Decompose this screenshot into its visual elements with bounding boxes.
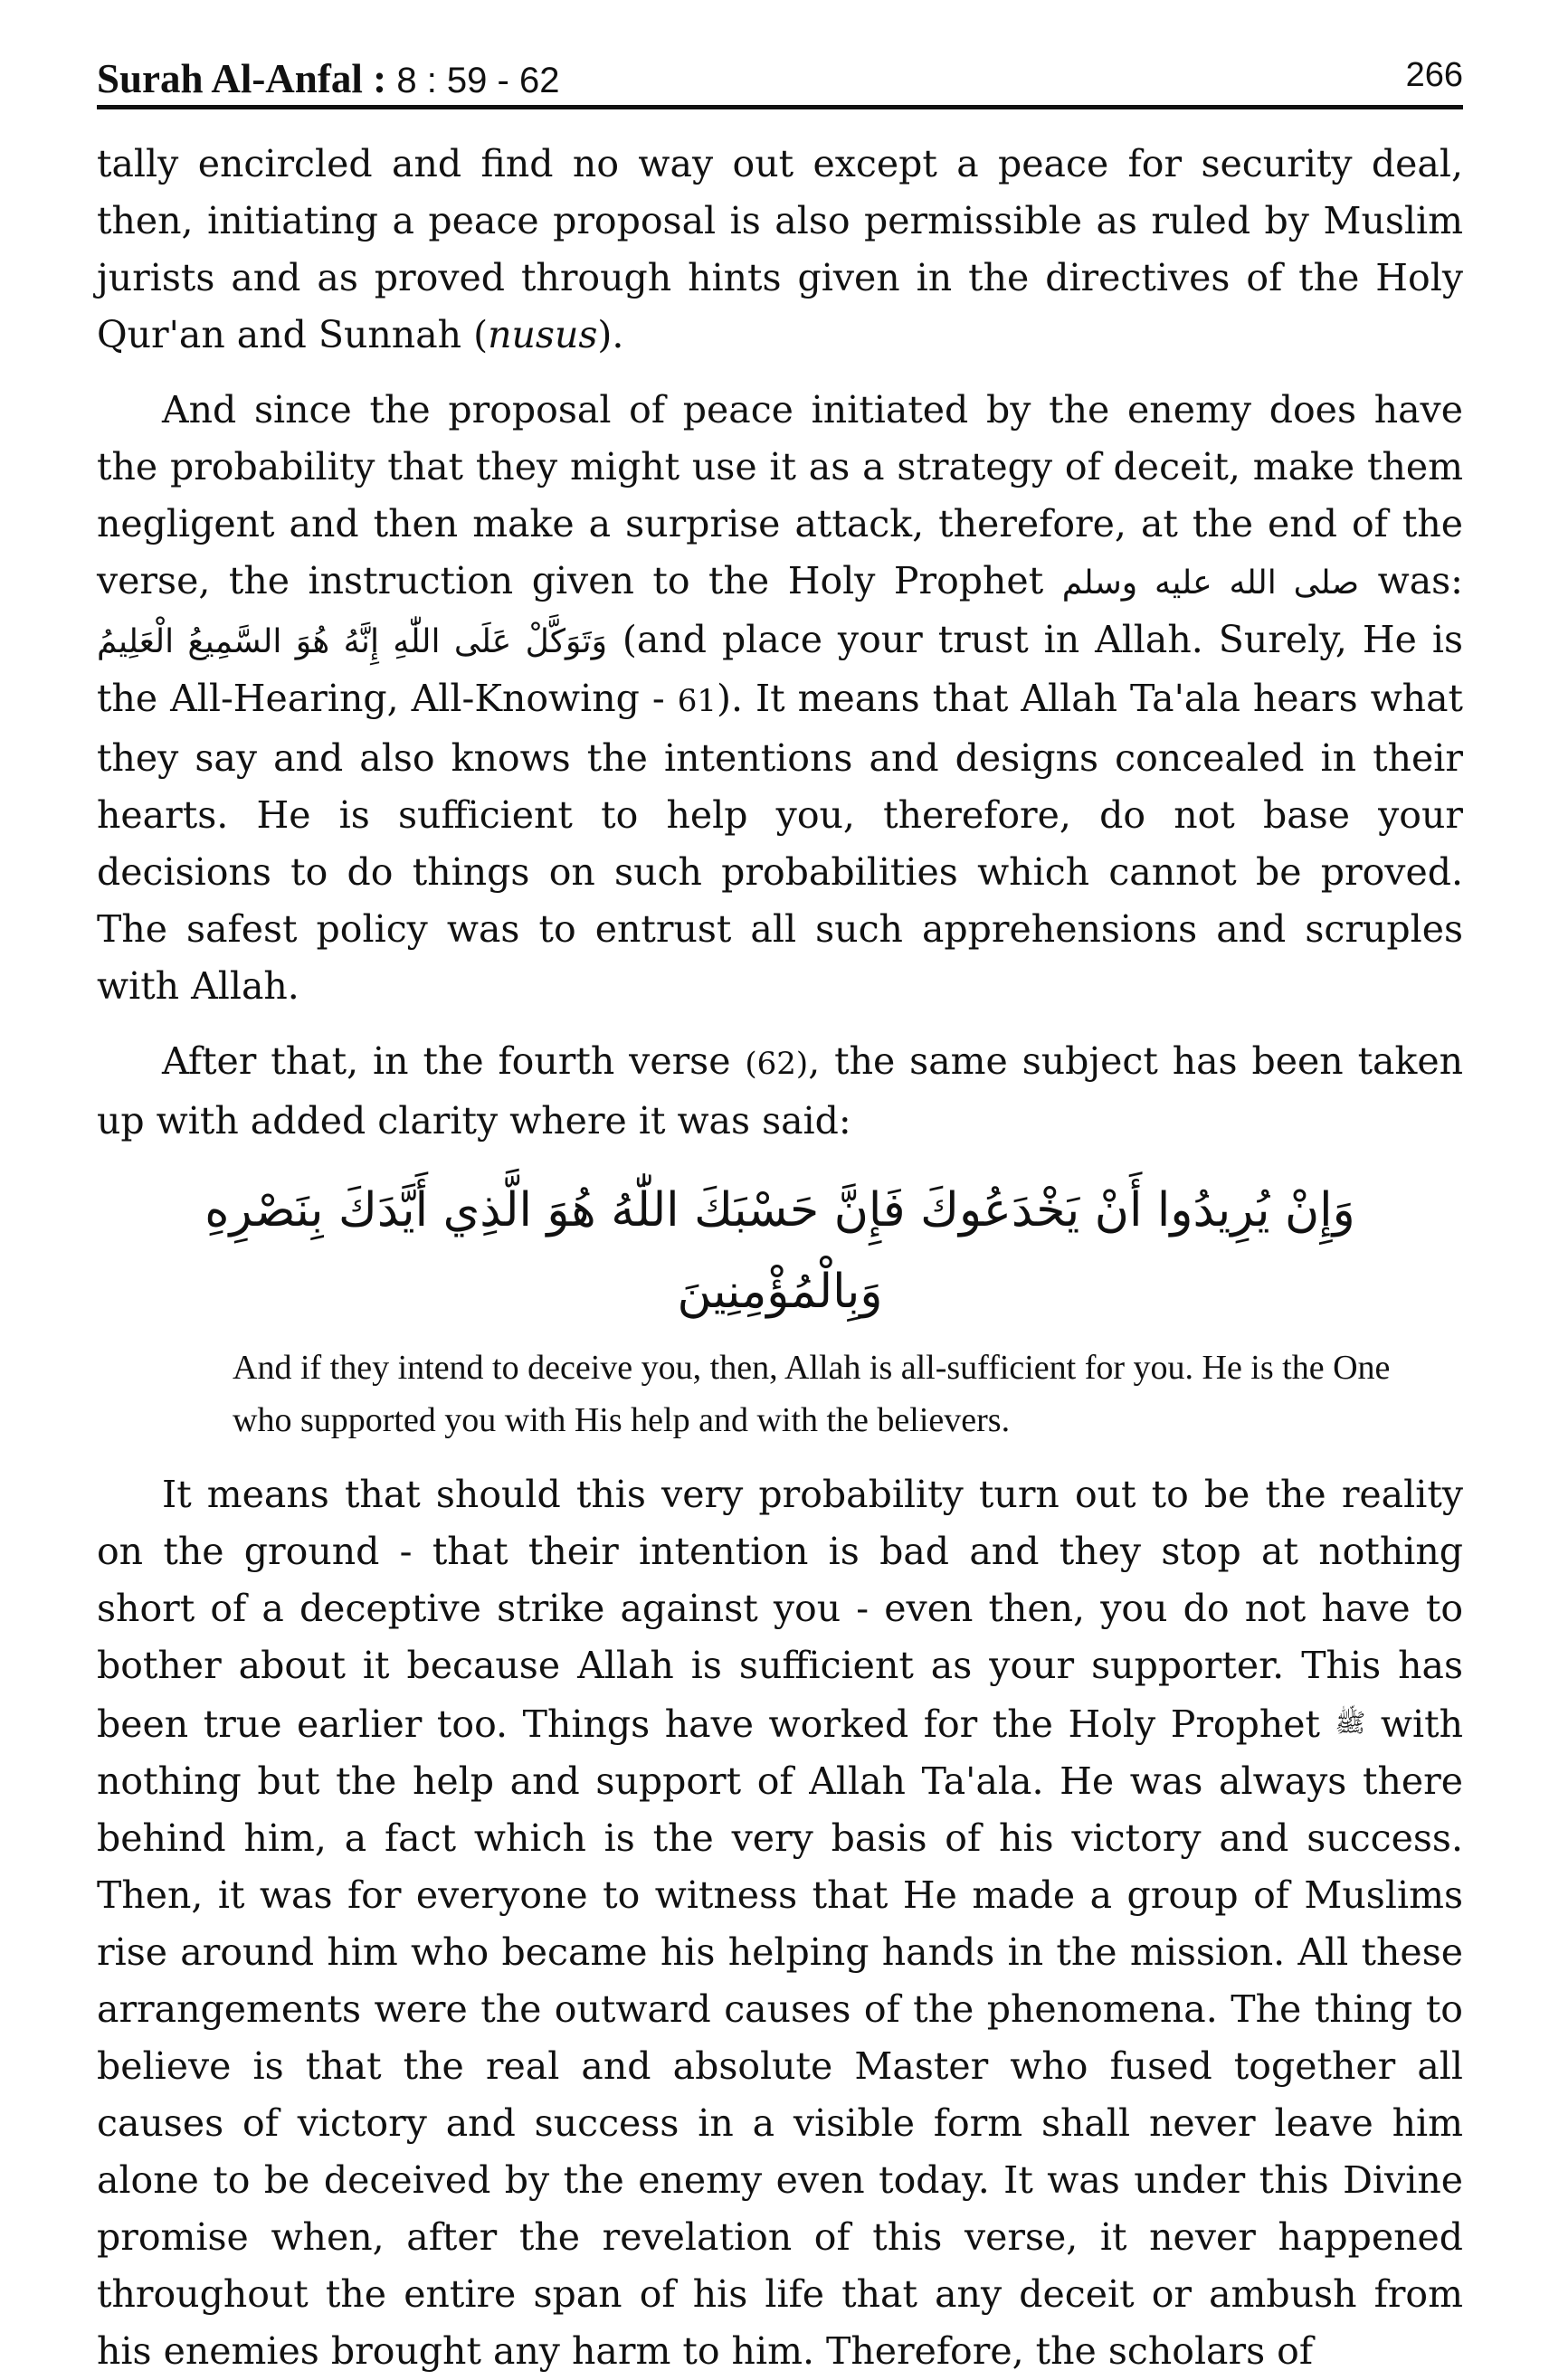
paragraph-2-text-d: ). It means that Allah Ta'ala hears what they say and also knows the intentions and designs concealed in their hearts. He is sufficient to help you, therefore, do not base your decisions to do things on such probabilities which cannot be proved. The safest policy was to entrust all such apprehensions and scruples with Allah.: [97, 677, 1463, 1008]
paragraph-1-text-b: ).: [597, 313, 624, 356]
running-head: [97, 56, 560, 101]
page-header: [97, 34, 1463, 109]
paragraph-1: [97, 136, 1463, 364]
paragraph-4-text-a: It means that should this very probability turn out to be the reality on the ground - that their intention is bad and they stop at nothing short of a deceptive strike against you - even then, you do not have to bother about it because Allah is sufficient as your supporter. This has been true earlier too. Things have worked for the Holy Prophet: [97, 1473, 1463, 1746]
paragraph-3: [97, 1033, 1463, 1150]
verse-62-arabic: وَإِنْ يُرِيدُوا أَنْ يَخْدَعُوكَ فَإِنَّ حَسْبَكَ اللّٰهُ هُوَ الَّذِي أَيَّدَكَ بِنَصْرِهِ وَبِالْمُؤْمِنِينَ: [204, 1183, 1355, 1319]
verse-62-translation: And if they intend to deceive you, then, Allah is all-sufficient for you. He is the One who supported you with His help and with the believers.: [233, 1349, 1391, 1439]
salutation-icon: ﷺ: [1335, 1708, 1366, 1738]
paragraph-2-text-a: And since the proposal of peace initiated by the enemy does have the probability that they might use it as a strategy of deceit, make them negligent and then make a surprise attack, therefore, at the end of the verse, the instruction given to the Holy Prophet: [97, 388, 1463, 602]
paragraph-2-text-b: was:: [1359, 559, 1463, 602]
verse-number-61: 61: [677, 683, 717, 719]
paragraph-4-text-b: with nothing but the help and support of Allah Ta'ala. He was always there behind him, a fact which is the very basis of his victory and success. Then, it was for everyone to witness that He made a group of Muslims rise around him who became his helping hands in the mission. All these arrangements were the outward causes of the phenomena. The thing to believe is that the real and absolute Master who fused together all causes of victory and success in a visible form shall never leave him alone to be deceived by the enemy even today. It was under this Divine promise when, after the revelation of this verse, it never happened throughout the entire span of his life that any deceit or ambush from his enemies brought any harm to him. Therefore, the scholars of: [97, 1702, 1464, 2373]
paragraph-3-text-a: After that, in the fourth verse: [162, 1039, 746, 1083]
inline-verse-arabic: وَتَوَكَّلْ عَلَى اللّٰهِ إِنَّهُ هُوَ السَّمِيعُ الْعَلِيمُ: [97, 623, 607, 660]
header-colon: :: [362, 56, 397, 101]
verse-range: 8 : 59 - 62: [396, 61, 560, 100]
surah-title: Surah Al-Anfal: [97, 56, 363, 101]
paragraph-1-text-a: tally encircled and find no way out except a peace for security deal, then, initiating a peace proposal is also permissible as ruled by Muslim jurists and as proved through hints given in the directives of the Holy Qur'an and Sunnah (: [97, 142, 1463, 356]
page-body: [97, 136, 1463, 2380]
paragraph-4: [97, 1466, 1463, 2380]
paragraph-2: [97, 382, 1463, 1015]
paragraph-2-text-c: (and place your trust in Allah. Surely, He is the All-Hearing, All-Knowing -: [97, 618, 1464, 720]
paragraph-3-text-b: , the same subject has been taken up with added clarity where it was said:: [97, 1039, 1464, 1143]
page-number: 266: [1405, 56, 1463, 94]
verse-number-62: (62): [745, 1046, 809, 1082]
salutation-arabic: صلى الله عليه وسلم: [1061, 564, 1360, 602]
nusus-term: nusus: [488, 313, 598, 356]
